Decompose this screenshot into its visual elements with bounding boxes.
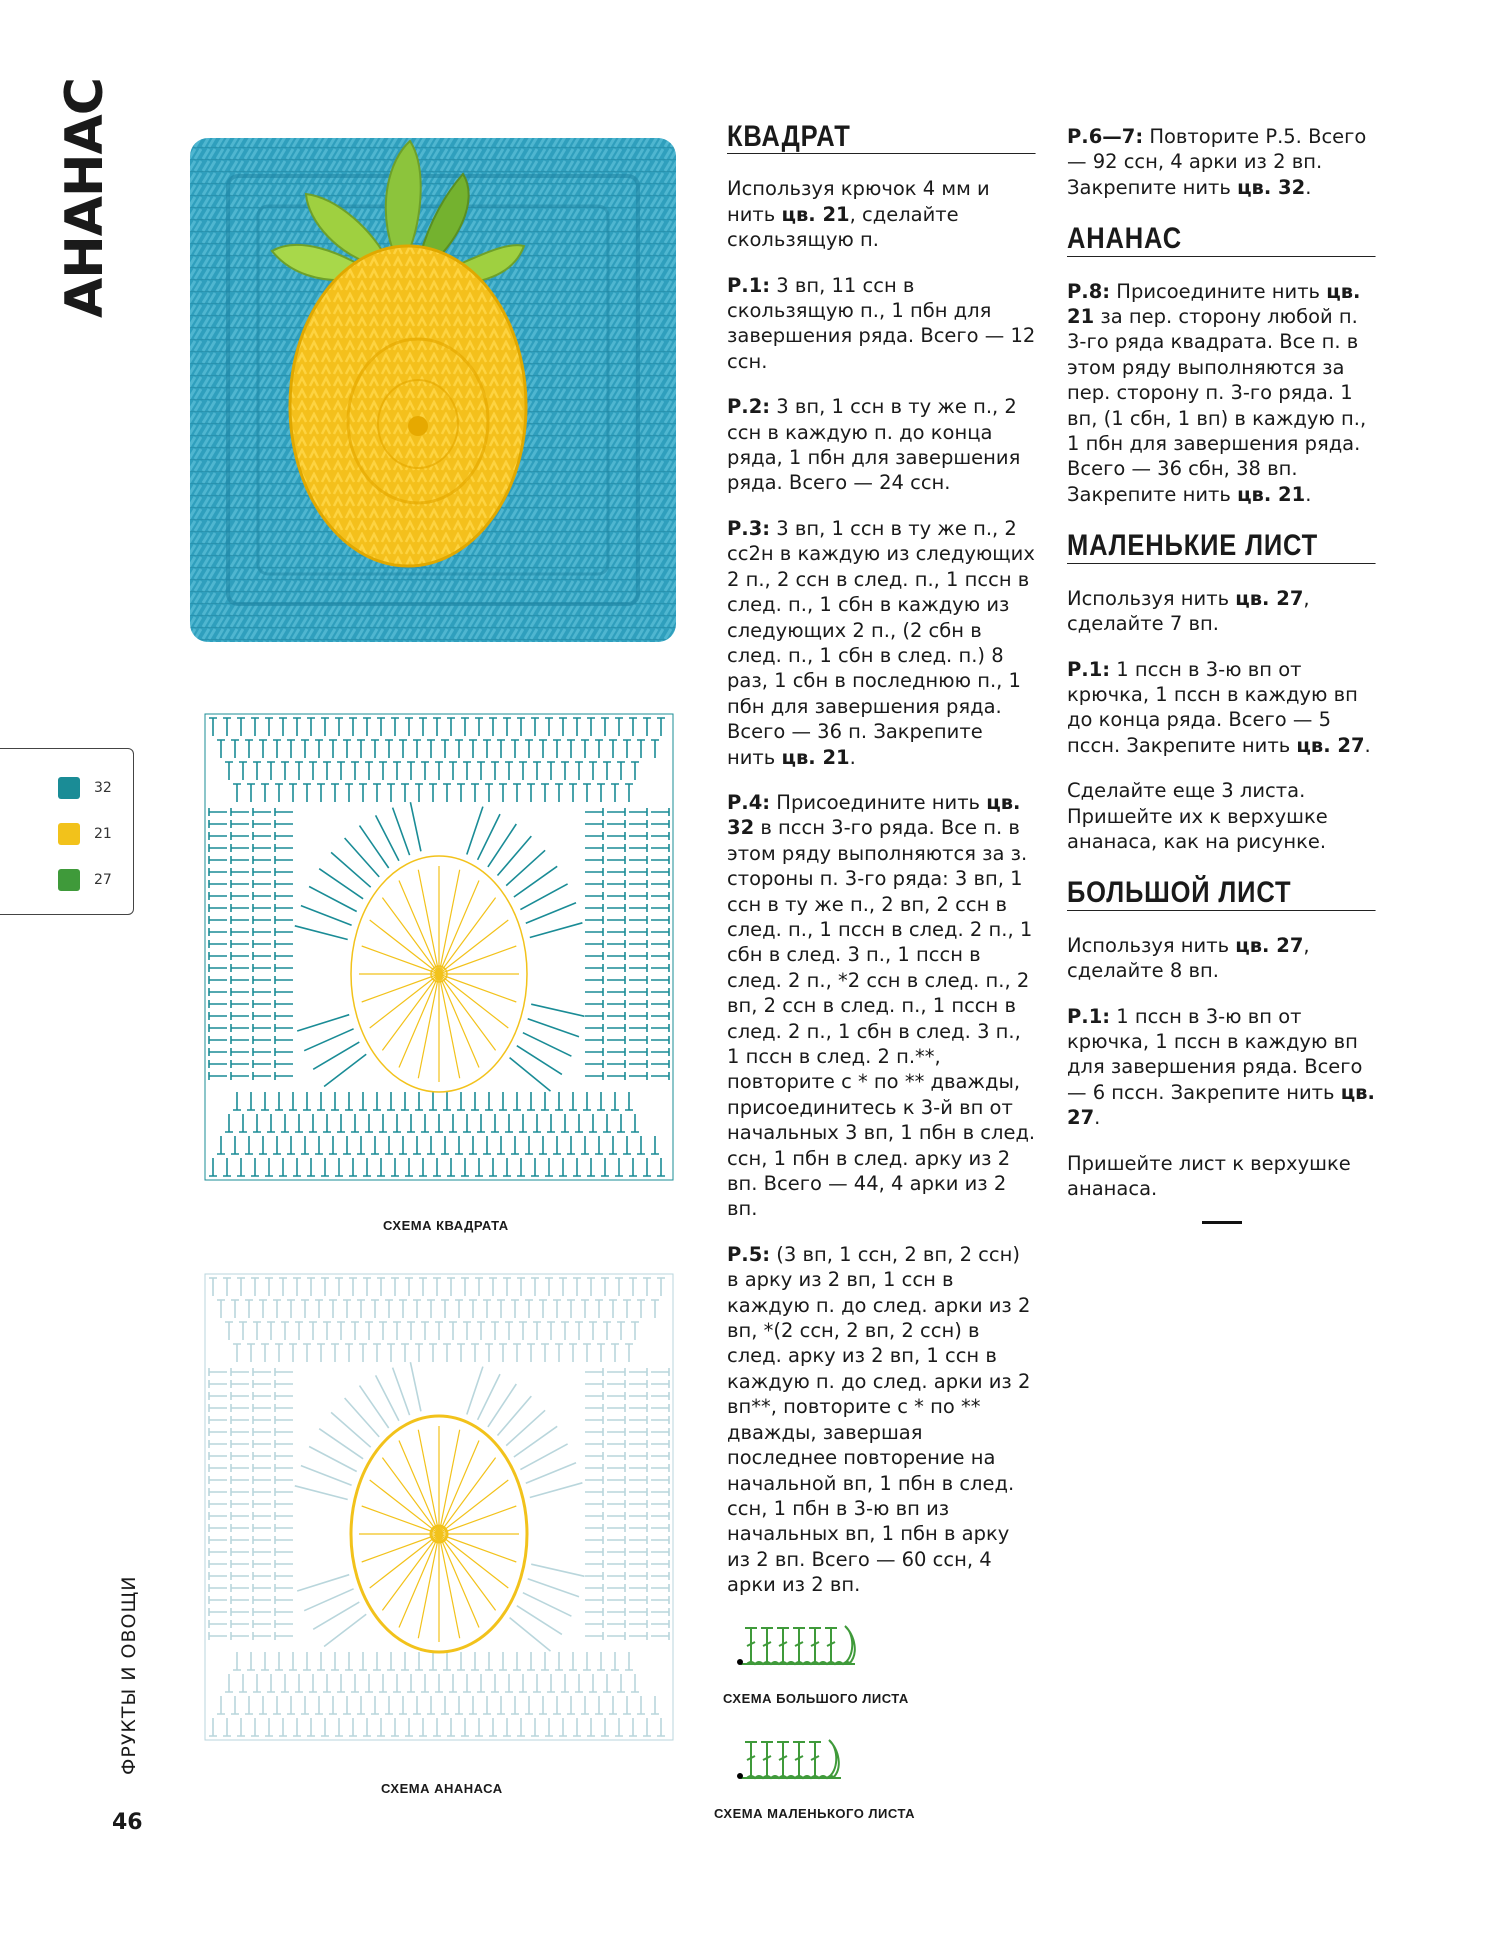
color-legend — [0, 748, 134, 915]
page-title-vertical — [55, 78, 115, 318]
big-leaf-caption: СХЕМА БОЛЬШОГО ЛИСТА — [723, 1691, 909, 1706]
small-leaf-intro: Используя нить цв. 27, сделайте 7 вп. — [1067, 586, 1310, 636]
pineapple-diagram-caption: СХЕМА АНАНАСА — [381, 1781, 503, 1796]
legend-label: 32 — [94, 780, 112, 796]
big-leaf-intro: Используя нить цв. 27, сделайте 8 вп. — [1067, 933, 1310, 983]
instructions-column-1 — [727, 120, 1037, 1618]
big-leaf-row-1: Р.1: 1 пссн в 3-ю вп от крючка, 1 пссн в каждую вп для завершения ряда. Всего — 6 пссн. Закрепите нить цв. 27. — [1067, 1004, 1375, 1130]
page-number: 46 — [112, 1810, 143, 1835]
square-diagram — [203, 712, 675, 1190]
big-leaf-sew: Пришейте лист к верхушке ананаса. — [1067, 1151, 1351, 1200]
small-leaf-diagram — [737, 1734, 849, 1784]
row-8: Р.8: Присоедините нить цв. 21 за пер. сторону любой п. 3-го ряда квадрата. Все п. в этом ряду выполняются за пер. сторону п. 3-го ряда. 1 вп, (1 сбн, 1 вп) в каждую п., 1 пбн для завершения ряда. Всего — 36 сбн, 38 вп. Закрепите нить цв. 21. — [1067, 279, 1367, 506]
section-label: ФРУКТЫ И ОВОЩИ — [118, 1575, 140, 1775]
big-leaf-diagram — [737, 1620, 863, 1670]
small-leaf-caption: СХЕМА МАЛЕНЬКОГО ЛИСТА — [714, 1806, 915, 1821]
row-1: Р.1: 3 вп, 11 ссн в скользящую п., 1 пбн для завершения ряда. Всего — 12 ссн. — [727, 273, 1036, 373]
heading-square: КВАДРАТ — [727, 124, 1035, 154]
square-diagram-caption: СХЕМА КВАДРАТА — [383, 1218, 509, 1233]
heading-big-leaf: БОЛЬШОЙ ЛИСТ — [1067, 880, 1375, 910]
row-6-7: Р.6—7: Повторите Р.5. Всего — 92 ссн, 4 арки из 2 вп. Закрепите нить цв. 32. — [1067, 125, 1367, 199]
intro-paragraph: Используя крючок 4 мм и нить цв. 21, сделайте скользящую п. — [727, 177, 990, 252]
row-4: Р.4: Присоедините нить цв. 32 в пссн 3-го ряда. Все п. в этом ряду выполняются за з. стороны п. 3-го ряда: 3 вп, 1 ссн в ту же п., 2 вп, 2 ссн в след. п., 1 пссн в след. 2 п., 1 сбн в след. 3 п., 1 пссн в след. 2 п., *2 ссн в след. п., 2 вп, 2 ссн в след. п., 1 пссн в след. 2 п., 1 сбн в след. 3 п., 1 пссн в след. 2 п.**, повторите с * по ** дважды, присоединитесь к 3-й вп от начальных 3 вп, 1 пбн в след. ссн, 1 пбн в след. арку из 2 вп. Всего — 44, 4 арки из 2 вп. — [727, 790, 1036, 1221]
row-5: Р.5: (3 вп, 1 ссн, 2 вп, 2 ссн) в арку из 2 вп, 1 ссн в каждую п. до след. арки из 2 вп, *(2 ссн, 2 вп, 2 ссн) в след. арку из 2 вп, 1 ссн в каждую п. до след. арки из 2 вп**, повторите с * по ** дважды, завершая последнее повторение на начальной вп, 1 пбн в след. ссн, 1 пбн в 3-ю вп из начальных вп, 1 пбн в арку из 2 вп. Всего — 60 ссн, 4 арки из 2 вп. — [727, 1242, 1031, 1597]
pineapple-diagram — [203, 1272, 675, 1752]
instructions-column-2 — [1067, 124, 1377, 1224]
pineapple-body — [290, 246, 526, 566]
legend-label: 27 — [94, 872, 112, 888]
row-3: Р.3: 3 вп, 1 ссн в ту же п., 2 сс2н в каждую из следующих 2 п., 2 ссн в след. п., 1 пссн в след. п., 1 сбн в каждую из следующих 2 п., (2 сбн в след. п., 1 сбн в след. п.) 8 раз, 1 сбн в последнюю п., 1 пбн для завершения ряда. Всего — 36 п. Закрепите нить цв. 21. — [727, 516, 1035, 769]
heading-small-leaf: МАЛЕНЬКИЕ ЛИСТ — [1067, 533, 1375, 563]
legend-swatch-yellow — [58, 823, 80, 845]
legend-swatch-green — [58, 869, 80, 891]
page-title: АНАНАС — [55, 78, 115, 318]
legend-item-27 — [58, 869, 112, 891]
legend-item-32 — [58, 777, 112, 799]
legend-label: 21 — [94, 826, 112, 842]
legend-item-21 — [58, 823, 112, 845]
small-leaf-more: Сделайте еще 3 листа. Пришейте их к верхушке ананаса, как на рисунке. — [1067, 779, 1328, 853]
pineapple-square-photo — [188, 136, 678, 644]
end-dash — [1202, 1221, 1242, 1224]
legend-swatch-teal — [58, 777, 80, 799]
row-2: Р.2: 3 вп, 1 ссн в ту же п., 2 ссн в каждую п. до конца ряда, 1 пбн для завершения ряда. Всего — 24 ссн. — [727, 395, 1021, 495]
heading-pineapple: АНАНАС — [1067, 226, 1375, 256]
small-leaf-row-1: Р.1: 1 пссн в 3-ю вп от крючка, 1 пссн в каждую вп до конца ряда. Всего — 5 пссн. Закрепите нить цв. 27. — [1067, 657, 1371, 757]
section-label-vertical — [112, 1570, 146, 1775]
